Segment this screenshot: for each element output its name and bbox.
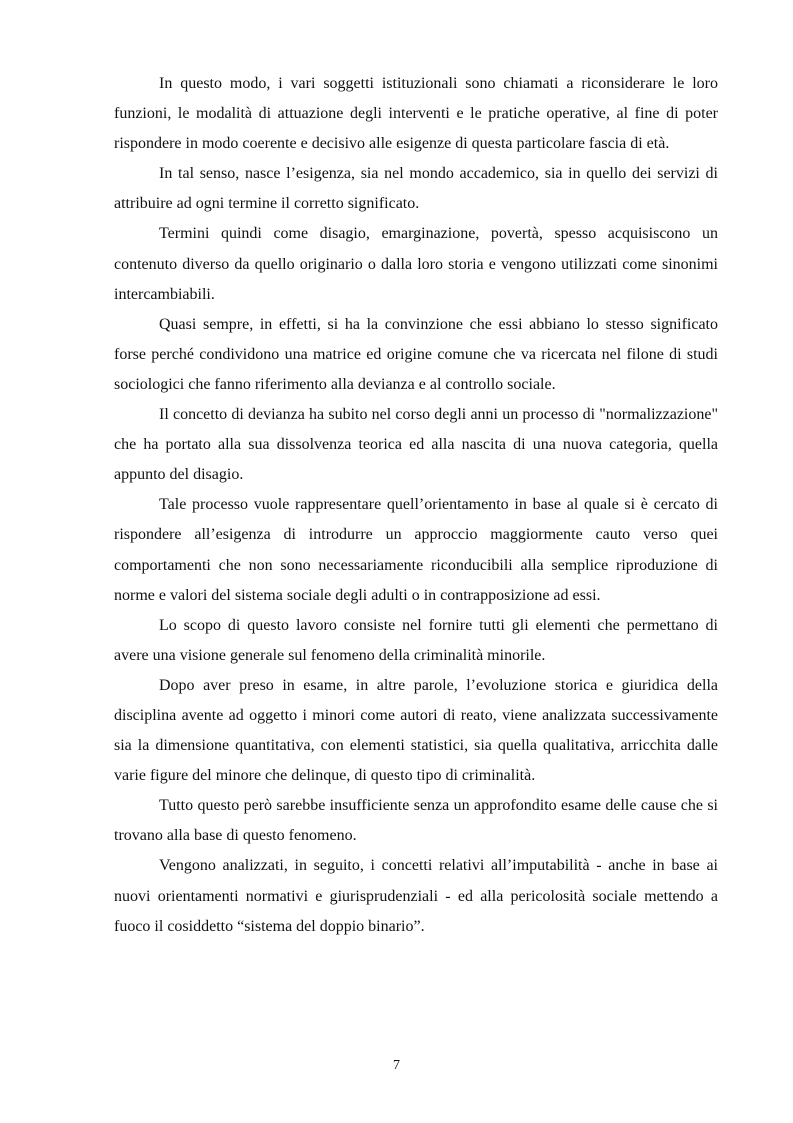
- paragraph-4: Quasi sempre, in effetti, si ha la convinzione che essi abbiano lo stesso significato forse perché condividono una matrice ed origine comune che va ricercata nel filone di studi sociologici che fanno riferimento alla devianza e al controllo sociale.: [114, 315, 718, 393]
- paragraph-3: Termini quindi come disagio, emarginazione, povertà, spesso acquisiscono un contenuto diverso da quello originario o dalla loro storia e vengono utilizzati come sinonimi intercambiabili.: [114, 225, 718, 303]
- paragraph-8: Dopo aver preso in esame, in altre parole, l’evoluzione storica e giuridica della disciplina avente ad oggetto i minori come autori di reato, viene analizzata successivamente sia la dimensione quantitativa, con elementi statistici, sia quella qualitativa, arricchita dalle varie figure del minore che delinque, di questo tipo di criminalità.: [114, 676, 718, 785]
- body-text: [114, 69, 718, 942]
- paragraph-5: Il concetto di devianza ha subito nel corso degli anni un processo di "normalizzazione" che ha portato alla sua dissolvenza teorica ed alla nascita di una nuova categoria, quella appunto del disagio.: [114, 406, 718, 484]
- paragraph-7: Lo scopo di questo lavoro consiste nel fornire tutti gli elementi che permettano di avere una visione generale sul fenomeno della criminalità minorile.: [114, 616, 718, 664]
- paragraph-9: Tutto questo però sarebbe insufficiente senza un approfondito esame delle cause che si trovano alla base di questo fenomeno.: [114, 797, 718, 845]
- paragraph-6: Tale processo vuole rappresentare quell’orientamento in base al quale si è cercato di rispondere all’esigenza di introdurre un approccio maggiormente cauto verso quei comportamenti che non sono necessariamente riconducibili alla semplice riproduzione di norme e valori del sistema sociale degli adulti o in contrapposizione ad essi.: [114, 496, 718, 604]
- paragraph-1: In questo modo, i vari soggetti istituzionali sono chiamati a riconsiderare le loro funzioni, le modalità di attuazione degli interventi e le pratiche operative, al fine di poter rispondere in modo coerente e decisivo alle esigenze di questa particolare fascia di età.: [114, 75, 718, 153]
- paragraph-10: Vengono analizzati, in seguito, i concetti relativi all’imputabilità - anche in base ai nuovi orientamenti normativi e giurisprudenziali - ed alla pericolosità sociale mettendo a fuoco il cosiddetto “sistema del doppio binario”.: [114, 857, 718, 935]
- paragraph-2: In tal senso, nasce l’esigenza, sia nel mondo accademico, sia in quello dei servizi di attribuire ad ogni termine il corretto significato.: [114, 165, 718, 213]
- page-number: 7: [393, 1058, 400, 1073]
